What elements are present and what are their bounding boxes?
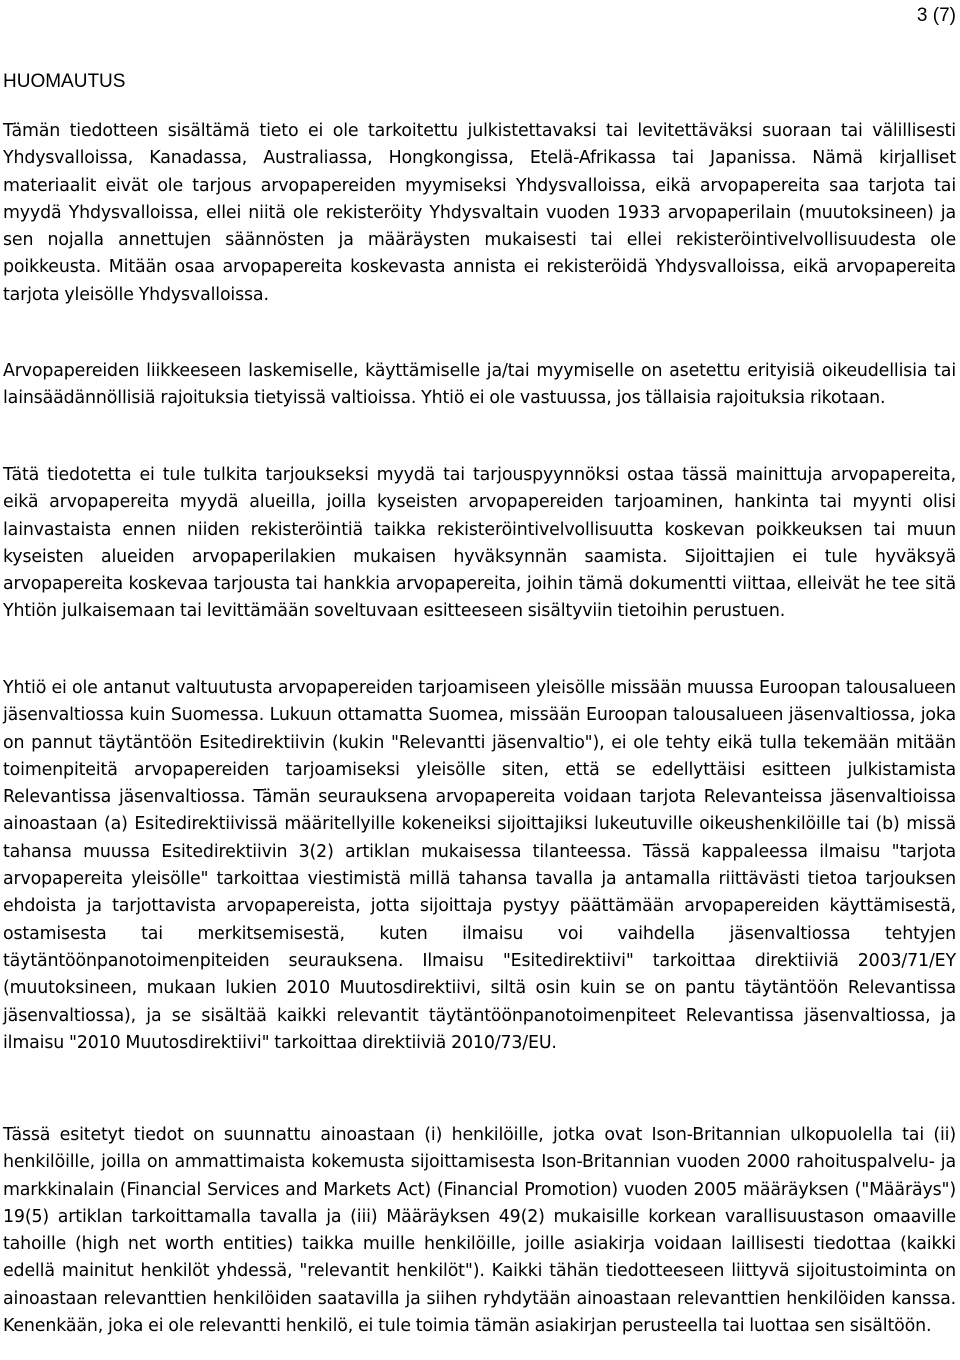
paragraph-eea-offering: Yhtiö ei ole antanut valtuutusta arvopapereiden tarjoamiseen yleisölle missään muussa Euroopan talousalueen jäsenvaltiossa kuin Suomessa. Lukuun ottamatta Suomea, missään Euroopan talousalueen jäsenvaltiossa, joka on pannut täytäntöön Esitedirektiivin (kukin "Relevantti jäsenvaltio"), ei ole tehty eikä tulla tekemään mitään toimenpiteitä arvopapereiden tarjoamiseksi yleisölle siten, että se edellyttäisi esitteen julkistamista Relevantissa jäsenvaltiossa. Tämän seurauksena arvopapereita voidaan tarjota Relevanteissa jäsenvaltioissa ainoastaan (a) Esitedirektiivissä määritellyille kokeneiksi sijoittajiksi lukeutuville oikeushenkilöille tai (b) missä tahansa muussa Esitedirektiivin 3(2) artiklan mukaisessa tilanteessa. Tässä kappaleessa ilmaisu "tarjota arvopapereita yleisölle" tarkoittaa viestimistä millä tahansa tavalla ja antamalla riittävästi tietoa tarjouksen ehdoista ja tarjottavista arvopapereista, jotta sijoittaja pystyy päättämään arvopapereiden käyttämisestä, ostamisesta tai merkitsemisestä, kuten ilmaisu voi vaihdella jäsenvaltiossa tehtyjen täytäntöönpanotoimenpiteiden seurauksena. Ilmaisu "Esitedirektiivi" tarkoittaa direktiiviä 2003/71/EY (muutoksineen, mukaan lukien 2010 Muutosdirektiivi, siltä osin kuin se on pantu täytäntöön Relevantissa jäsenvaltiossa), ja se sisältää kaikki relevantit täytäntöönpanotoimenpiteet Relevantissa jäsenvaltiossa, ja ilmaisu "2010 Muutosdirektiivi" tarkoittaa direktiiviä 2010/73/EU.	[3, 678, 956, 1053]
paragraph-no-offer: Tätä tiedotetta ei tule tulkita tarjoukseksi myydä tai tarjouspyynnöksi ostaa tässä mainittuja arvopapereita, eikä arvopapereita myydä alueilla, joilla kyseisten arvopapereiden tarjoaminen, hankinta tai myynti olisi lainvastaista ennen niiden rekisteröintiä taikka rekisteröintivelvollisuutta koskevan poikkeuksen tai muun kyseisten alueiden arvopaperilakien mukaisen hyväksynnän saamista. Sijoittajien ei tule hyväksyä arvopapereita koskevaa tarjousta tai hankkia arvopapereita, joihin tämä dokumentti viittaa, elleivät he tee sitä Yhtiön julkaisemaan tai levittämään soveltuvaan esitteeseen sisältyviin tietoihin perustuen.	[3, 465, 956, 622]
paragraph-legal-restrictions: Arvopapereiden liikkeeseen laskemiselle, käyttämiselle ja/tai myymiselle on asetettu erityisiä oikeudellisia tai lainsäädännöllisiä rajoituksia tietyissä valtioissa. Yhtiö ei ole vastuussa, jos tällaisia rajoituksia rikotaan.	[3, 361, 956, 409]
page-number: 3 (7)	[916, 5, 956, 26]
page-heading: HUOMAUTUS	[3, 71, 126, 92]
paragraph-us-restrictions: Tämän tiedotteen sisältämä tieto ei ole tarkoitettu julkistettavaksi tai levitettäväksi suoraan tai välillisesti Yhdysvalloissa, Kanadassa, Australiassa, Hongkongissa, Etelä-Afrikassa tai Japanissa. Nämä kirjalliset materiaalit eivät ole tarjous arvopapereiden myymiseksi Yhdysvalloissa, eikä arvopapereita saa tarjota tai myydä Yhdysvalloissa, ellei niitä ole rekisteröity Yhdysvaltain vuoden 1933 arvopaperilain (muutoksineen) ja sen nojalla annettujen säännösten ja määräysten mukaisesti tai ellei rekisteröintivelvollisuudesta ole poikkeusta. Mitään osaa arvopapereita koskevasta annista ei rekisteröidä Yhdysvalloissa, eikä arvopapereita tarjota yleisölle Yhdysvalloissa.	[3, 121, 956, 305]
paragraph-uk-relevant-persons: Tässä esitetyt tiedot on suunnattu ainoastaan (i) henkilöille, jotka ovat Ison-Britannian ulkopuolella tai (ii) henkilöille, joilla on ammattimaista kokemusta sijoittamisesta Ison-Britannian vuoden 2000 rahoituspalvelu- ja markkinalain (Financial Services and Markets Act) (Financial Promotion) vuoden 2005 määräyksen ("Määräys") 19(5) artiklan tarkoittamalla tavalla ja (iii) Määräyksen 49(2) mukaisille korkean varallisuustason omaaville tahoille (high net worth entities) taikka muille henkilöille, joille asiakirja voidaan laillisesti tiedottaa (kaikki edellä mainitut henkilöt yhdessä, "relevantit henkilöt"). Kaikki tähän tiedotteeseen liittyvä sijoitustoiminta on ainoastaan relevanttien henkilöiden saatavilla ja siihen ryhdytään ainoastaan relevanttien henkilöiden kanssa. Kenenkään, joka ei ole relevantti henkilö, ei tule toimia tämän asiakirjan perusteella tai luottaa sen sisältöön.	[3, 1125, 956, 1337]
